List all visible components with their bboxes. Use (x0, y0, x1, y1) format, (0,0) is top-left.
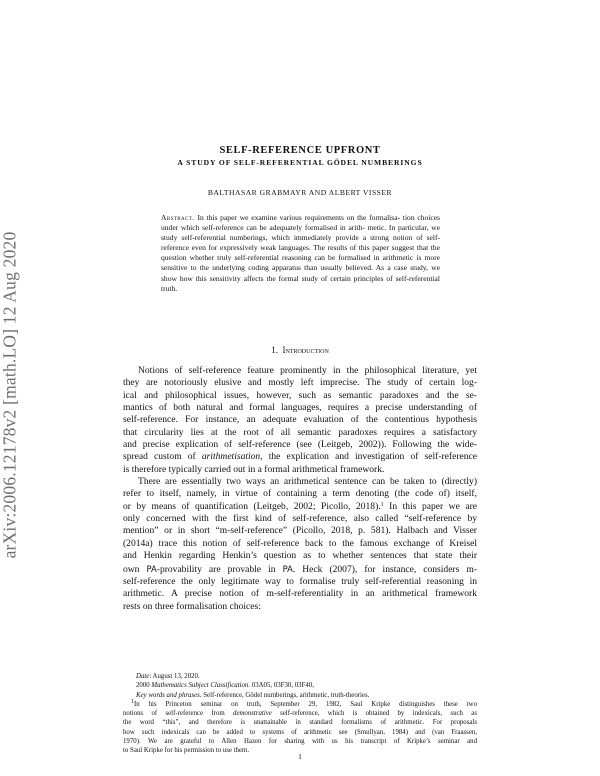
text-line: only concerned with the first kind of self-reference, also called “self-reference by (123, 513, 477, 525)
text-fragment: In his Princeton seminar on truth, September 29, 1982, Saul Kripke distinguishes these two (134, 700, 477, 708)
paragraph-2 (123, 476, 477, 613)
paper-authors: BALTHASAR GRABMAYR AND ALBERT VISSER (207, 188, 393, 197)
footnote-1-line: 1970). We are grateful to Allen Hazen for sharing with us his transcript of Kripke’s seminar and (123, 738, 477, 746)
text-line: There are essentially two ways an arithmetical sentence can be taken to (directly) (138, 476, 477, 488)
text-line (123, 501, 477, 513)
text-line: self-reference. For instance, an adequate evaluation of the contentious hypothesis (123, 414, 477, 426)
text-line: arithmetic. A precise notion of m-self-referentiality in an arithmetical framework (123, 588, 477, 600)
abstract-line: The results of this paper suggest that the question whether truly self-referential (161, 243, 440, 263)
text-line: self-reference the only legitimate way to formalise truly self-referential reasoning in (123, 575, 477, 587)
text-line (123, 563, 477, 576)
text-fragment: self-reference, which is obtained by indexicals, such as (271, 710, 477, 718)
footnote-1-line: the word “this”, and therefore is unattainable in standard formalisms of arithmetic. For proposals (123, 719, 477, 727)
keywords-note (123, 691, 477, 700)
abstract-line: metic. In particular, we study self-referential numberings, which immediately (161, 223, 440, 243)
footnote-1-line (123, 709, 477, 718)
text-line: rests on three formalisation choices: (123, 600, 261, 612)
msc-value: 03A05, 03F30, 03F40, (250, 682, 314, 690)
emphasis-demonstrative: demonstrative (233, 710, 272, 718)
emphasis-arithmetisation: arithmetisation (201, 451, 261, 463)
date-value: : August 13, 2020. (149, 673, 200, 680)
text-line: Notions of self-reference feature prominently in the philosophical literature, yet (138, 365, 477, 376)
theory-pa: PA (282, 563, 293, 574)
footnote-1-line: to Saul Kripke for his permission to use them. (123, 747, 250, 755)
body-text (123, 365, 477, 613)
text-fragment: or by means of quantification (Leitgeb, 2002; Picollo, 2018). (123, 500, 381, 512)
msc-label: Mathematics Subject Classification. (151, 682, 251, 690)
abstract-line: coding apparatus than usually believed. As a case study, we show how this (161, 263, 440, 283)
text-line: mention” or in short “m-self-reference” (Picollo, 2018, p. 581). Halbach and Visser (123, 525, 477, 537)
abstract-line: tion choices under which self-reference can be adequately formalised in arith- (161, 213, 440, 233)
abstract (161, 213, 440, 294)
msc-note (123, 681, 477, 690)
date-label: Date (136, 673, 150, 680)
keywords-value: Self-reference, Gödel numberings, arithmetic, truth-theories. (201, 691, 370, 699)
section-number: 1. (271, 345, 278, 355)
abstract-line: provide a strong notion of self-reference even for expressively weak languages. (161, 233, 440, 253)
date-note (123, 672, 477, 681)
section-heading (0, 345, 600, 355)
abstract-line: sensitivity affects the formal study of certain principles of self-referential truth. (161, 273, 440, 293)
text-line: they are notoriously elusive and mostly left imprecise. The study of certain log- (123, 377, 477, 389)
text-fragment: -provability are provable in (156, 563, 276, 575)
text-fragment: own (123, 563, 140, 575)
footnote-ref-1[interactable]: 1 (380, 501, 384, 508)
theory-pa: PA (146, 563, 157, 574)
footnote-1-mark: 1 (131, 698, 134, 705)
keywords-label: Key words and phrases. (136, 691, 202, 699)
text-line: is therefore typically carried out in a formal arithmetical framework. (123, 463, 385, 475)
text-line: and Henkin regarding Henkin’s question as to whether sentences that state their (123, 550, 477, 562)
page-number: 1 (298, 752, 302, 761)
abstract-line: In this paper we examine various requirements on the formalisa- (197, 213, 401, 222)
text-line: that circularity lies at the root of all semantic paradoxes requires a satisfactory (123, 426, 477, 438)
text-fragment: , the explication and investigation of self-reference (260, 451, 477, 463)
abstract-line: reasoning can be formalised in arithmetic is more sensitive to the underlying (161, 253, 441, 273)
text-fragment: spread custom of (123, 451, 196, 463)
footnote-1-line: how such indexicals can be added to systems of arithmetic see (Smullyan, 1984) and (van Fraassen, (123, 728, 477, 736)
text-line (123, 451, 477, 463)
footnotes (123, 672, 477, 756)
paragraph-1 (123, 365, 477, 476)
text-fragment: In this paper we are (383, 500, 477, 512)
paper-subtitle: A STUDY OF SELF-REFERENTIAL GÖDEL NUMBERINGS (177, 158, 423, 167)
text-fragment: . Heck (2007), for instance, considers m- (292, 563, 477, 575)
text-line: and precise explication of self-reference (see (Leitgeb, 2002)). Following the wide- (123, 439, 477, 451)
text-fragment: notions of self-reference from (123, 710, 225, 718)
text-line: ical and philosophical issues, however, such as semantic paradoxes and the se- (123, 389, 477, 401)
msc-year: 2000 (136, 682, 150, 690)
arxiv-identifier-text: arXiv:2006.12178v2 [math.LO] 12 Aug 2020 (0, 231, 20, 559)
text-line: mantics of both natural and formal languages, requires a precise understanding of (123, 402, 477, 414)
paper-title: SELF-REFERENCE UPFRONT (219, 145, 381, 156)
text-line: refer to itself, namely, in virtue of containing a term denoting (the code of) itself, (123, 488, 477, 500)
footnote-1-line (123, 700, 477, 709)
abstract-label: Abstract. (161, 213, 195, 222)
section-name: Introduction (282, 345, 329, 355)
text-line: (2014a) trace this notion of self-reference back to the famous exchange of Kreisel (123, 537, 477, 549)
